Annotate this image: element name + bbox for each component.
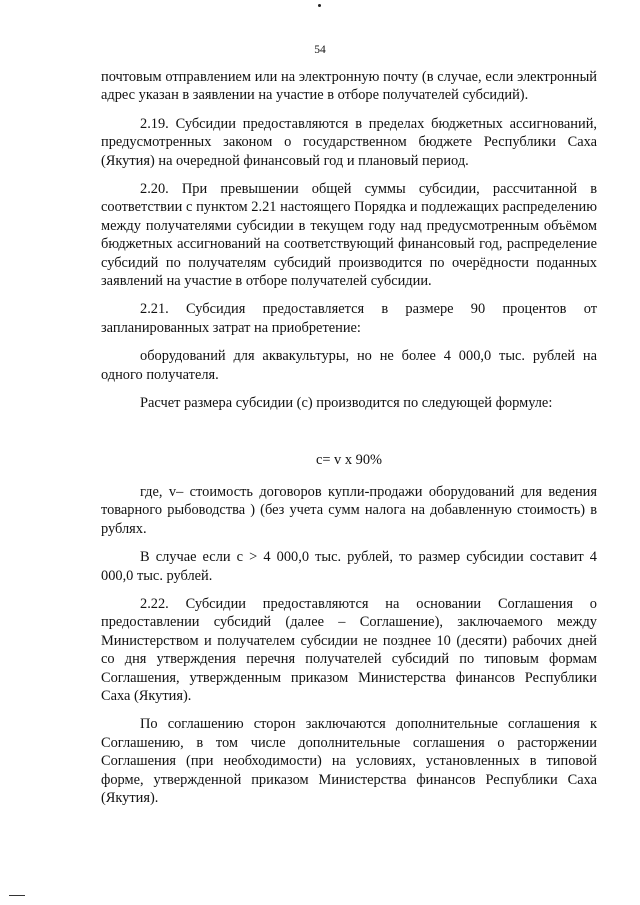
paragraph-equipment: оборудований для аквакультуры, но не более 4 000,0 тыс. рублей на одного получателя. bbox=[101, 348, 597, 383]
paragraph-formula-intro: Расчет размера субсидии (с) производится по следующей формуле: bbox=[140, 395, 553, 412]
formula: c= v x 90% bbox=[315, 451, 383, 468]
paragraph-limit: В случае если с > 4 000,0 тыс. рублей, то размер субсидии составит 4 000,0 тыс. рублей. bbox=[101, 549, 597, 584]
paragraph-where: где, v– стоимость договоров купли-продажи оборудований для ведения товарного рыбоводства ) (без учета сумм налога на добавленную стоимость) в рублях. bbox=[101, 483, 597, 537]
scan-dot bbox=[318, 4, 321, 7]
paragraph-2-21: 2.21. Субсидия предоставляется в размере 90 процентов от запланированных затрат на приобретение: bbox=[101, 301, 597, 336]
page-number: 54 bbox=[314, 44, 326, 56]
paragraph-continuation: почтовым отправлением или на электронную почту (в случае, если электронный адрес указан в заявлении на участие в отборе получателей субсидий). bbox=[101, 69, 597, 104]
paragraph-additional-agreements: По соглашению сторон заключаются дополнительные соглашения к Соглашению, в том числе дополнительные соглашения о расторжении Соглашения (при необходимости) на условиях, установленных в типовой форме, утвержденной приказом Министерства финансов Республики Саха (Якутия). bbox=[101, 716, 597, 806]
document-body bbox=[101, 68, 597, 807]
paragraph-2-20: 2.20. При превышении общей суммы субсидии, рассчитанной в соответствии с пунктом 2.21 настоящего Порядка и подлежащих распределению между получателями субсидии в текущем году над предусмотренным объёмом бюджетных ассигнований на соответствующий финансовый год, распределение субсидий по получателям субсидий производится по очерёдности поданных заявлений на участие в отборе получателей субсидии. bbox=[101, 181, 597, 290]
paragraph-2-19: 2.19. Субсидии предоставляются в пределах бюджетных ассигнований, предусмотренных законом о государственном бюджете Республики Саха (Якутия) на очередной финансовый год и плановый период. bbox=[101, 115, 597, 169]
paragraph-2-22: 2.22. Субсидии предоставляются на основании Соглашения о предоставлении субсидий (далее – Соглашение), заключаемого между Министерством и получателем субсидии не позднее 10 (десяти) рабочих дней со дня утверждения перечня получателей субсидий по типовым формам Соглашения, утвержденным приказом Министерства финансов Республики Саха (Якутия). bbox=[101, 595, 597, 704]
footer-line bbox=[9, 895, 25, 896]
